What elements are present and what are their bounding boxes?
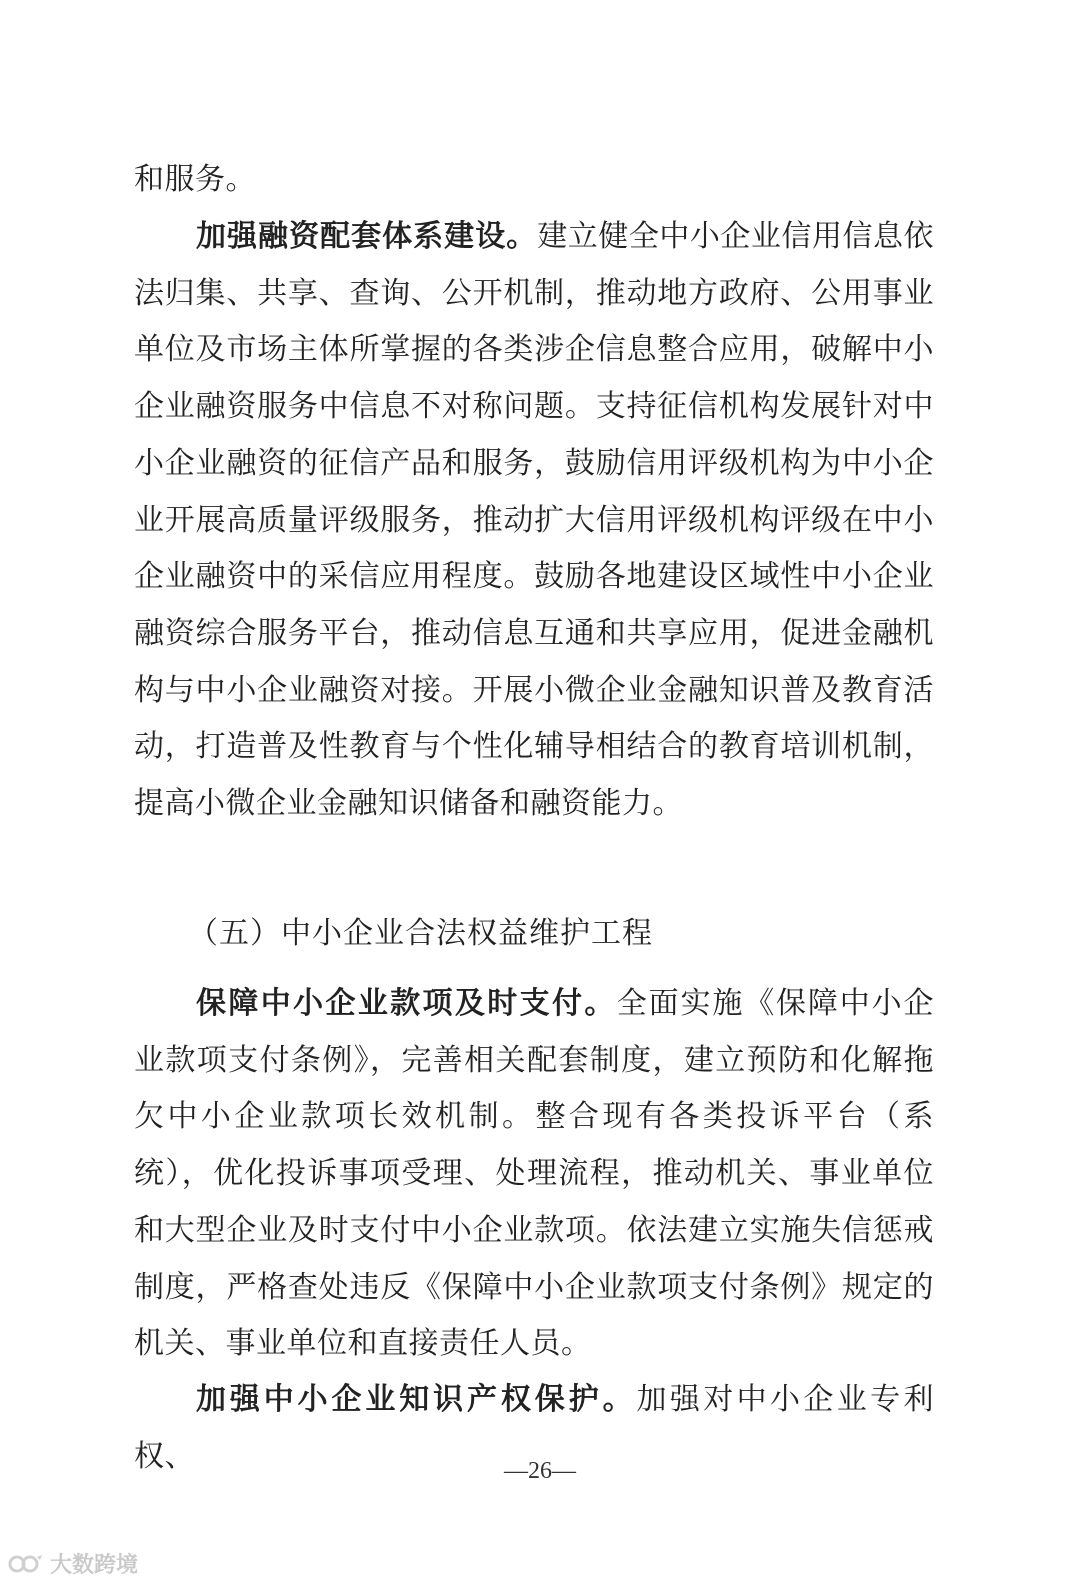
watermark-text: 大数跨境 [50, 1553, 139, 1578]
paragraph-lead: 加强中小企业知识产权保护。 [196, 1382, 637, 1417]
paragraph-text: 建立健全中小企业信用信息依法归集、共享、查询、公开机制，推动地方政府、公用事业单位及市场主体所掌握的各类涉企信息整合应用，破解中小企业融资服务中信息不对称问题。支持征信机构发展针对中小企业融资的征信产品和服务，鼓励信用评级机构为中小企业开展高质量评级服务，推动扩大信用评级机构评级在中小企业融资中的采信应用程度。鼓励各地建设区域性中小企业融资综合服务平台，推动信息互通和共享应用，促进金融机构与中小企业融资对接。开展小微企业金融知识普及教育活动，打造普及性教育与个性化辅导相结合的教育培训机制，提高小微企业金融知识储备和融资能力。 [134, 219, 935, 822]
page-number: —26— [504, 1458, 576, 1484]
paragraph-text: 和服务。 [134, 162, 256, 197]
paragraph-lead: 保障中小企业款项及时支付。 [196, 986, 617, 1021]
paragraph-continuation [134, 152, 934, 209]
paragraph-financing-support [134, 209, 934, 833]
section-heading: （五）中小企业合法权益维护工程 [188, 916, 653, 951]
paragraph-text: 全面实施《保障中小企业款项支付条例》，完善相关配套制度，建立预防和化解拖欠中小企业款项长效机制。整合现有各类投诉平台（系统），优化投诉事项受理、处理流程，推动机关、事业单位和大型企业及时支付中小企业款项。依法建立实施失信惩戒制度，严格查处违反《保障中小企业款项支付条例》规定的机关、事业单位和直接责任人员。 [134, 986, 935, 1362]
watermark [8, 1548, 138, 1579]
paragraph-lead: 加强融资配套体系建设。 [196, 219, 538, 254]
logo-icon [8, 1551, 44, 1577]
paragraph-text: 加强对中小企业专利权、 [134, 1382, 935, 1474]
paragraph-payment-protection [134, 976, 934, 1373]
